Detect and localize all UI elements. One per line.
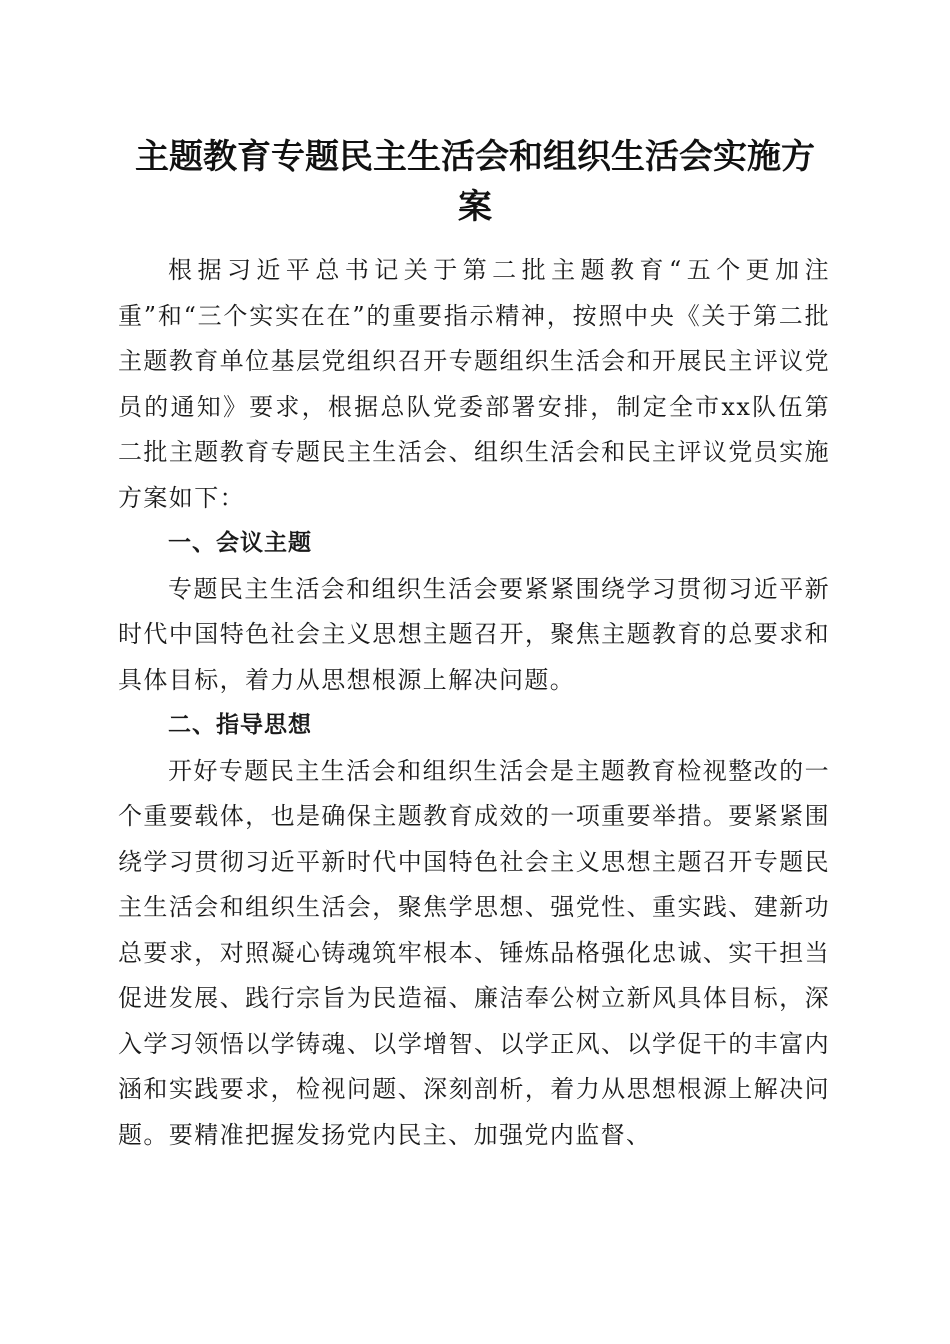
document-body	[118, 248, 830, 1158]
section-heading-guiding-thought: 二、指导思想	[168, 712, 312, 738]
intro-paragraph: 根据习近平总书记关于第二批主题教育“五个更加注重”和“三个实实在在”的重要指示精神，按照中央《关于第二批主题教育单位基层党组织召开专题组织生活会和开展民主评议党员的通知》要求，根据总队党委部署安排，制定全市xx队伍第二批主题教育专题民主生活会、组织生活会和民主评议党员实施方案如下：	[118, 256, 830, 512]
document-title-line-1: 主题教育专题民主生活会和组织生活会实施方	[135, 137, 815, 177]
meeting-theme-paragraph: 专题民主生活会和组织生活会要紧紧围绕学习贯彻习近平新时代中国特色社会主义思想主题召开，聚焦主题教育的总要求和具体目标，着力从思想根源上解决问题。	[118, 574, 830, 694]
section-heading-meeting-theme: 一、会议主题	[168, 530, 312, 556]
guiding-thought-paragraph: 开好专题民主生活会和组织生活会是主题教育检视整改的一个重要载体，也是确保主题教育成效的一项重要举措。要紧紧围绕学习贯彻习近平新时代中国特色社会主义思想主题召开专题民主生活会和组织生活会，聚焦学思想、强党性、重实践、建新功总要求，对照凝心铸魂筑牢根本、锤炼品格强化忠诚、实干担当促进发展、践行宗旨为民造福、廉洁奉公树立新风具体目标，深入学习领悟以学铸魂、以学增智、以学正风、以学促干的丰富内涵和实践要求，检视问题、深刻剖析，着力从思想根源上解决问题。要精准把握发扬党内民主、加强党内监督、	[118, 756, 830, 1149]
document-title-line-2: 案	[458, 187, 492, 227]
